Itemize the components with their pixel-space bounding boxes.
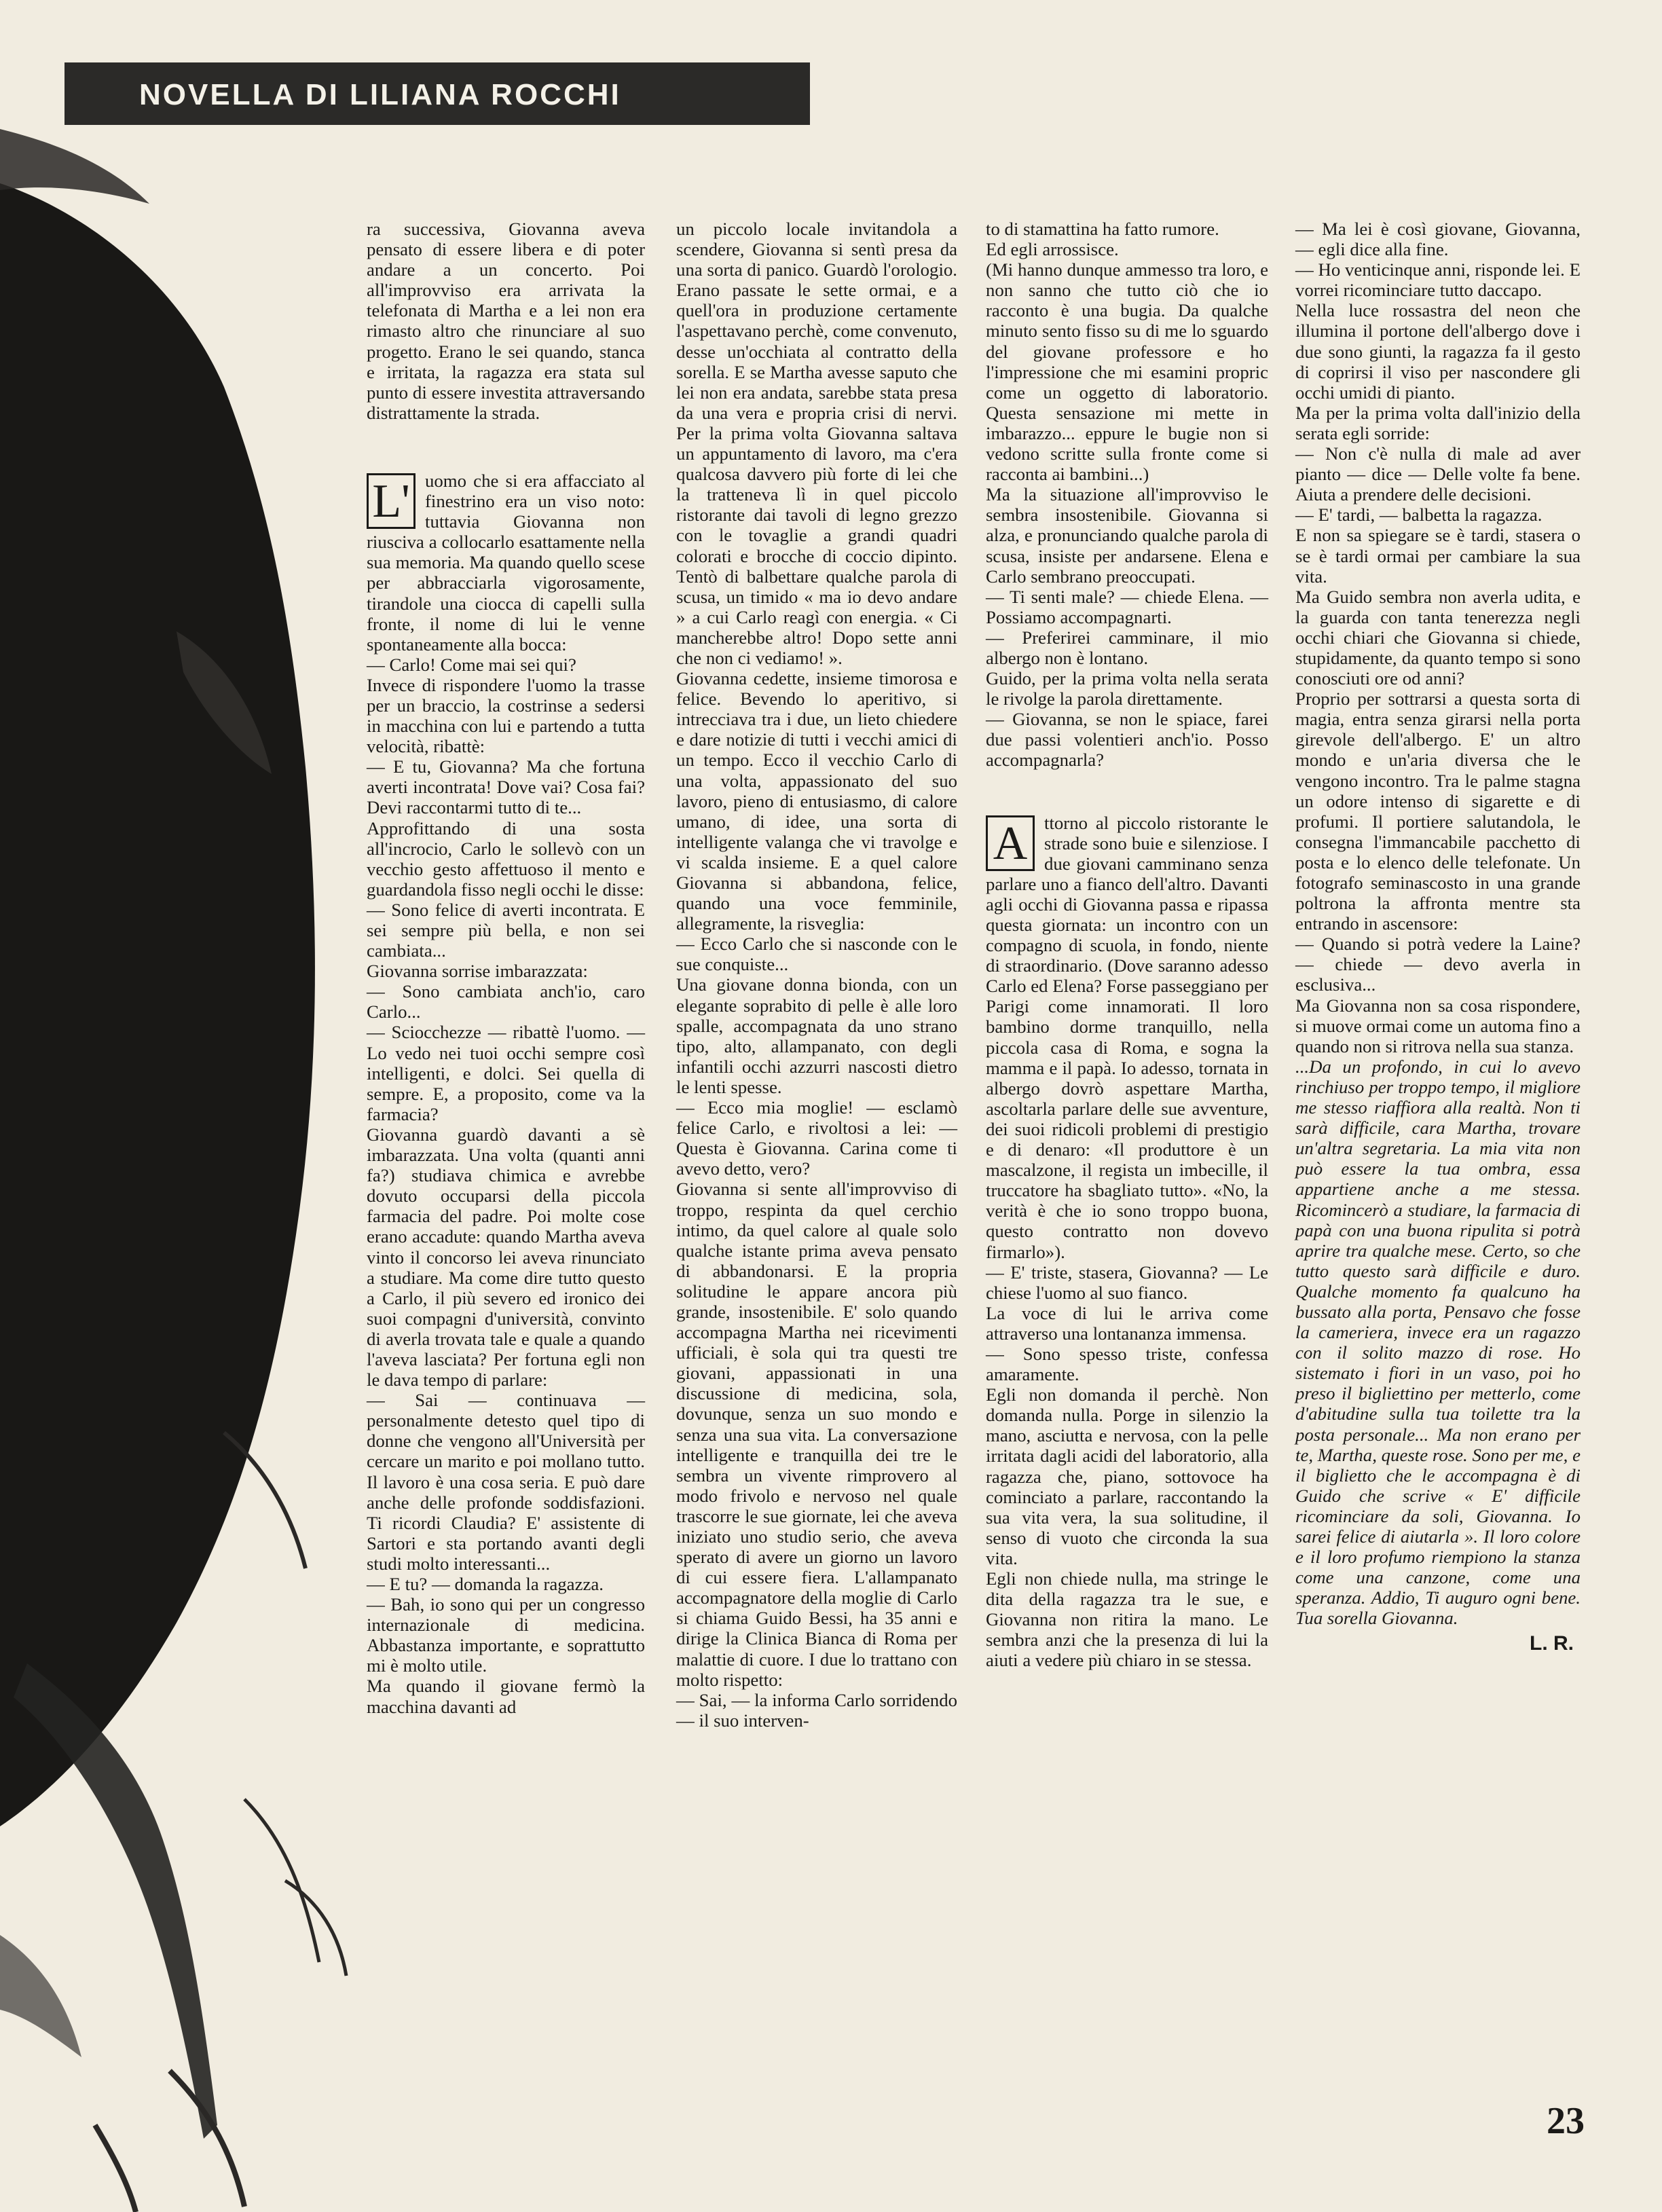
paragraph: — Giovanna, se non le spiace, farei due passi volentieri anch'io. Posso accompagnarla? bbox=[986, 709, 1268, 771]
paragraph: — Ecco mia moglie! — esclamò felice Carlo, e rivoltosi a lei: — Questa è Giovanna. Carina come ti avevo detto, vero? bbox=[676, 1097, 957, 1179]
paragraph: — Ho venticinque anni, risponde lei. E vorrei ricominciare tutto daccapo. bbox=[1295, 259, 1581, 301]
paragraph: to di stamattina ha fatto rumore. bbox=[986, 219, 1219, 239]
paragraph: Proprio per sottrarsi a questa sorta di magia, entra senza girarsi nella porta girevole dell'albergo. E' un altro mondo e un'aria diversa che le vengono incontro. Tra le palme stagna un odore intenso di sigarette e di profumi. Il portiere salutandola, le consegna l'immancabile pacchetto di posta e lo elenco delle telefonate. Un fotografo seminascosto in una grande poltrona la affronta mentre sta entrando in ascensore: bbox=[1295, 688, 1581, 934]
paragraph: — Sciocchezze — ribattè l'uomo. — Lo vedo nei tuoi occhi sempre così intelligenti, e dolci. Sei quella di sempre. E, a proposito, come va la farmacia? bbox=[367, 1022, 645, 1124]
paragraph: Giovanna cedette, insieme timorosa e felice. Bevendo lo aperitivo, si intrecciava tra i due, un lieto chiedere e dare notizie di tutti i vecchi amici di un tempo. Ecco il vecchio Carlo di una volta, appassionato del suo lavoro, pieno di entusiasmo, di calore umano, di idee, una sorta di intelligente valanga che vi travolge e vi scalda insieme. E a quel calore Giovanna si abbandona, felice, quando una voce femminile, allegramente, la risveglia: bbox=[676, 668, 957, 934]
paragraph: — Sai — continuava — personalmente detesto quel tipo di donne che vengono all'Università per cercare un marito e poi mollano tutto. Il lavoro è una cosa seria. E può dare anche delle profonde soddisfazioni. Ti ricordi Claudia? E' assistente di Sartori e sta portando avanti degli studi molto interessanti... bbox=[367, 1390, 645, 1574]
column-3 bbox=[986, 219, 1268, 1670]
page-number: 23 bbox=[1547, 2100, 1585, 2142]
paragraph: Ma quando il giovane fermò la macchina davanti ad bbox=[367, 1676, 645, 1717]
paragraph: — Ma lei è così giovane, Giovanna, — egli dice alla fine. bbox=[1295, 219, 1581, 260]
paragraph: (Mi hanno dunque ammesso tra loro, e non sanno che tutto ciò che io racconto è una bugia. Da qualche minuto sento fisso su di me lo sguardo del giovane professore e ho l'impressione che mi esamini propric come un oggetto di laboratorio. Questa sensazione mi mette in imbarazzo... eppure le bugie non si vedono scritte sulla fronte come si racconta ai bambini...) bbox=[986, 259, 1268, 485]
paragraph: — E' tardi, — balbetta la ragazza. bbox=[1295, 504, 1543, 526]
paragraph: — E' triste, stasera, Giovanna? — Le chiese l'uomo al suo fianco. bbox=[986, 1261, 1268, 1303]
paragraph: Una giovane donna bionda, con un elegante soprabito di pelle è alle loro spalle, accompagnata da uno strano tipo, alto, allampanato, con degli infantili occhi azzurri nascosti dietro le lenti spesse. bbox=[676, 974, 957, 1097]
paragraph: — Non c'è nulla di male ad aver pianto — dice — Delle volte fa bene. Aiuta a prendere delle decisioni. bbox=[1295, 443, 1581, 505]
paragraph: Giovanna si sente all'improvviso di troppo, respinta da quel cerchio intimo, da quel calore al quale solo qualche istante prima aveva pensato di abbandonarsi. E la propria solitudine le appare ancora più grande, insostenibile. E' solo quando accompagna Martha nei ricevimenti ufficiali, è sola qui tra questi tre giovani, appassionati in una discussione di medicina, sola, dovunque, senza un suo mondo e senza una sua vita. La conversazione intelligente e tranquilla dei tre le sembra un vivente rimprovero al modo frivolo e nervoso nel quale trascorre le sue giornate, lei che aveva iniziato uno studio serio, che aveva sperato di avere un giorno un lavoro di cui essere fiera. L'allampanato accompagnatore della moglie di Carlo si chiama Guido Bessi, ha 35 anni e dirige la Clinica Bianca di Roma per malattie di cuore. I due lo trattano con molto rispetto: bbox=[676, 1179, 957, 1690]
column-4 bbox=[1295, 219, 1581, 1655]
paragraph: Egli non chiede nulla, ma stringe le dita della ragazza tra le sue, e Giovanna non ritira la mano. Le sembra anzi che la presenza di lui la aiuti a vedere più chiaro in se stessa. bbox=[986, 1568, 1268, 1671]
column-1 bbox=[367, 219, 645, 1717]
paragraph: Egli non domanda il perchè. Non domanda nulla. Porge in silenzio la mano, asciutta e nervosa, con la pelle irritata dagli acidi del laboratorio, alla ragazza che, piano, sottovoce ha cominciato a parlare, raccontando la sua vita vera, la sua solitudine, il senso di vuoto che circonda la sua vita. bbox=[986, 1384, 1268, 1568]
paragraph: Ma per la prima volta dall'inizio della serata egli sorride: bbox=[1295, 402, 1581, 443]
paragraph: — Quando si potrà vedere la Laine? — chiede — devo averla in esclusiva... bbox=[1295, 934, 1581, 995]
paragraph: — Sono spesso triste, confessa amaramente. bbox=[986, 1343, 1268, 1385]
section-start bbox=[986, 813, 1268, 1262]
ink-illustration bbox=[0, 102, 380, 2212]
paragraph: Giovanna guardò davanti a sè imbarazzata. Una volta (quanti anni fa?) studiava chimica e avrebbe dovuto occuparsi della piccola farmacia del padre. Poi molte cose erano accadute: quando Martha aveva vinto il concorso lei aveva rinunciato a studiare. Ma come dire tutto questo a Carlo, il più severo ed ironico dei suoi compagni d'università, convinto di averla trovata tale e quale a quando l'aveva lasciata? Per fortuna egli non le dava tempo di parlare: bbox=[367, 1124, 645, 1390]
paragraph: E non sa spiegare se è tardi, stasera o se è tardi ormai per cambiare la sua vita. bbox=[1295, 525, 1581, 587]
paragraph: uomo che si era affacciato al finestrino era un viso noto: tuttavia Giovanna non riusciva a collocarlo esattamente nella sua memoria. Ma quando quello scese per abbracciarla vigorosamente, tirandole una ciocca di capelli sulla fronte, il nome di lui le venne spontaneamente alla bocca: bbox=[367, 470, 645, 655]
paragraph: La voce di lui le arriva come attraverso una lontananza immensa. bbox=[986, 1302, 1268, 1344]
article-header: NOVELLA DI LILIANA ROCCHI bbox=[139, 78, 621, 111]
section-start bbox=[367, 471, 645, 655]
paragraph: Ed egli arrossisce. bbox=[986, 239, 1119, 260]
author-signature: L. R. bbox=[1530, 1632, 1574, 1655]
paragraph: Giovanna sorrise imbarazzata: bbox=[367, 961, 588, 982]
paragraph: — Ti senti male? — chiede Elena. — Possiamo accompagnarti. bbox=[986, 586, 1268, 627]
paragraph: Ma Guido sembra non averla udita, e la guarda con tanta tenerezza negli occhi chiari che Giovanna si chiede, stupidamente, da quanto tempo si sono conosciuti ore od anni? bbox=[1295, 586, 1581, 689]
paragraph: — Preferirei camminare, il mio albergo non è lontano. bbox=[986, 627, 1268, 668]
paragraph: — Sono cambiata anch'io, caro Carlo... bbox=[367, 981, 645, 1022]
paragraph: ttorno al piccolo ristorante le strade sono buie e silenziose. I due giovani camminano senza parlare uno a fianco dell'altro. Davanti agli occhi di Giovanna passa e ripassa questa giornata: un incontro con un compagno di scuola, in fondo, niente di straordinario. (Dove saranno adesso Carlo ed Elena? Forse passeggiano per Parigi come innamorati. Il loro bambino dorme tranquillo, nella piccola casa di Roma, e sogna la mamma e il papà. Io adesso, tornata in albergo dovrò aspettare Martha, ascoltarla parlare delle sue avventure, dei suoi ridicoli problemi di prestigio e di denaro: «Il produttore è un mascalzone, il regista un imbecille, il truccatore ha sbagliato tutto». «No, la verità è che io sono troppo buona, questo contratto non dovevo firmarlo»). bbox=[986, 812, 1268, 1262]
paragraph: Approfittando di una sosta all'incrocio, Carlo le sollevò con un vecchio gesto affettuoso il mento e guardandola fisso negli occhi le disse: bbox=[367, 817, 645, 900]
paragraph: — Carlo! Come mai sei qui? bbox=[367, 654, 576, 675]
column-2 bbox=[676, 219, 957, 1731]
paragraph: Nella luce rossastra del neon che illumina il portone dell'albergo dove i due sono giunti, la ragazza fa il gesto di coprirsi il viso per nascondere gli occhi umidi di pianto. bbox=[1295, 300, 1581, 403]
drop-cap: L' bbox=[367, 473, 416, 529]
paragraph: Ma la situazione all'improvviso le sembra insostenibile. Giovanna si alza, e pronunciando qualche parola di scusa, insiste per andarsene. Elena e Carlo sembrano preoccupati. bbox=[986, 484, 1268, 587]
paragraph: un piccolo locale invitandola a scendere, Giovanna si sentì presa da una sorta di panico. Guardò l'orologio. Erano passate le sette ormai, e a quell'ora in produzione certamente l'aspettavano perchè, come convenuto, desse un'occhiata al contratto della sorella. E se Martha avesse saputo che lei non era andata, sarebbe stata presa da una vera e propria crisi di nervi. Per la prima volta Giovanna saltava un appuntamento di lavoro, ma c'era qualcosa davvero più forte di lei che la tratteneva lì in quel piccolo ristorante dai tavoli di legno grezzo con le tovaglie a grandi quadri colorati e brocche di coccio dipinto. Tentò di balbettare qualche parola di scusa, un timido « ma io devo andare » a cui Carlo reagì con energia. « Ci mancherebbe altro! Dopo sette anni che non ci vediamo! ». bbox=[676, 219, 957, 668]
drop-cap: A bbox=[986, 815, 1035, 871]
paragraph: Guido, per la prima volta nella serata le rivolge la parola direttamente. bbox=[986, 668, 1268, 709]
paragraph: Invece di rispondere l'uomo la trasse per un braccio, la costrinse a sedersi in macchina con lui e partendo a tutta velocità, ribattè: bbox=[367, 674, 645, 757]
paragraph: — Sai, — la informa Carlo sorridendo — il suo interven- bbox=[676, 1689, 957, 1731]
letter-text: ...Da un profondo, in cui lo avevo rinchiuso per troppo tempo, il migliore me stesso riaffiora alla realtà. Non ti sarà difficile, cara Martha, trovare un'altra segretaria. La mia vita non può essere la tua ombra, essa appartiene anche a me stessa. Ricomincerò a studiare, la farmacia di papà con una buona ripulita si potrà aprire tra qualche mese. Certo, so che tutto questo sarà difficile e duro. Qualche momento fa qualcuno ha bussato alla porta, Pensavo che fosse la cameriera, invece era un ragazzo con il solito mazzo di rose. Ho sistemato i fiori in un vaso, poi ho preso il bigliettino per metterlo, come d'abitudine sulla tua toilette tra la posta personale... Ma non erano per te, Martha, queste rose. Sono per me, e il biglietto che le accompagna è di Guido che scrive « E' difficile ricominciare da soli, Giovanna. Io sarei felice di aiutarla ». Il loro colore e il loro profumo riempiono la stanza come una canzone, come una speranza. Addio, Ti auguro ogni bene. Tua sorella Giovanna. bbox=[1295, 1056, 1581, 1629]
paragraph: — Bah, io sono qui per un congresso internazionale di medicina. Abbastanza importante, e soprattutto mi è molto utile. bbox=[367, 1594, 645, 1676]
paragraph: ra successiva, Giovanna aveva pensato di essere libera e di poter andare a un concerto. Poi all'improvviso era arrivata la telefonata di Martha e a lei non era rimasto altro che rinunciare al suo progetto. Erano le sei quando, stanca e irritata, la ragazza era stata sul punto di essere investita attraversando distrattamente la strada. bbox=[367, 219, 645, 423]
paragraph: — Ecco Carlo che si nasconde con le sue conquiste... bbox=[676, 934, 957, 975]
paragraph: — E tu, Giovanna? Ma che fortuna averti incontrata! Dove vai? Cosa fai? Devi raccontarmi tutto di te... bbox=[367, 756, 645, 818]
paragraph: — Sono felice di averti incontrata. E sei sempre più bella, e non sei cambiata... bbox=[367, 899, 645, 961]
paragraph: — E tu? — domanda la ragazza. bbox=[367, 1574, 604, 1594]
paragraph: Ma Giovanna non sa cosa rispondere, si muove ormai come un automa fino a quando non si ritrova nella sua stanza. bbox=[1295, 995, 1581, 1056]
